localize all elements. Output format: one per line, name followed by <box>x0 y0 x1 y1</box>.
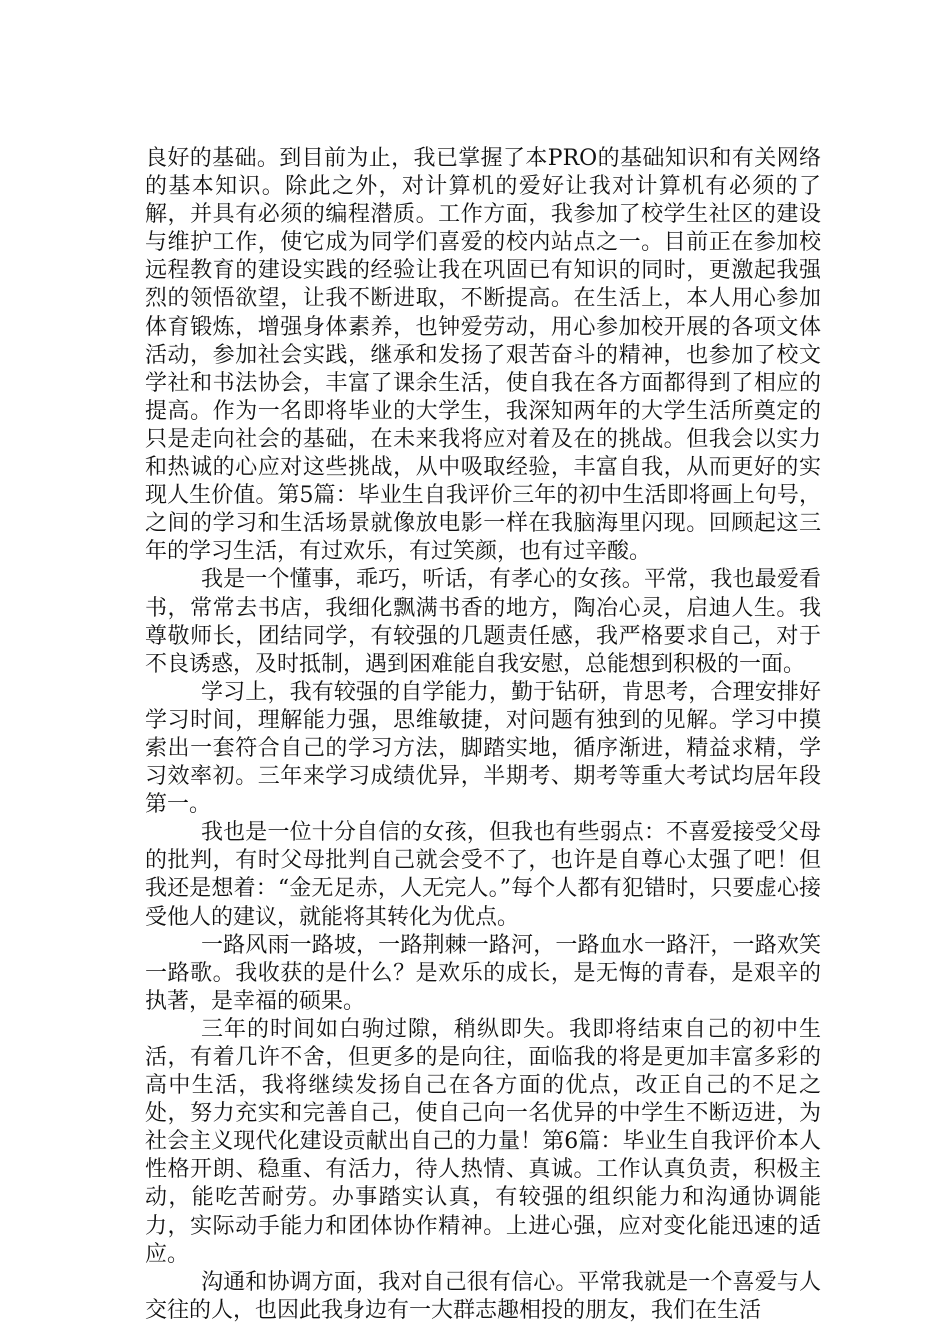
paragraph-2: 我是一个懂事，乖巧，听话，有孝心的女孩。平常，我也最爱看书，常常去书店，我细化飘满书香的地方，陶冶心灵，启迪人生。我尊敬师长，团结同学，有较强的几题责任感，我严格要求自己，对于不良诱惑，及时抵制，遇到困难能自我安慰，总能想到积极的一面。 <box>145 567 821 677</box>
paragraph-3: 学习上，我有较强的自学能力，勤于钻研，肯思考，合理安排好学习时间，理解能力强，思维敏捷，对问题有独到的见解。学习中摸索出一套符合自己的学习方法，脚踏实地，循序渐进，精益求精，学习效率初。三年来学习成绩优异，半期考、期考等重大考试均居年段第一。 <box>145 679 821 818</box>
paragraph-6: 三年的时间如白驹过隙，稍纵即失。我即将结束自己的初中生活，有着几许不舍，但更多的是向往，面临我的将是更加丰富多彩的高中生活，我将继续发扬自己在各方面的优点，改正自己的不足之处，努力充实和完善自己，使自己向一名优异的中学生不断迈进，为社会主义现代化建设贡献出自己的力量！第6篇：毕业生自我评价本人性格开朗、稳重、有活力，待人热情、真诚。工作认真负责，积极主动，能吃苦耐劳。办事踏实认真，有较强的组织能力和沟通协调能力，实际动手能力和团体协作精神。上进心强，应对变化能迅速的适应。 <box>145 1016 821 1267</box>
paragraph-4: 我也是一位十分自信的女孩，但我也有些弱点：不喜爱接受父母的批判，有时父母批判自己就会受不了，也许是自尊心太强了吧！但我还是想着：“金无足赤，人无完人。”每个人都有犯错时，只要虚心接受他人的建议，就能将其转化为优点。 <box>145 820 821 930</box>
paragraph-7: 沟通和协调方面，我对自己很有信心。平常我就是一个喜爱与人交往的人，也因此我身边有一大群志趣相投的朋友，我们在生活 <box>145 1269 821 1323</box>
document-body <box>145 145 821 1325</box>
paragraph-5: 一路风雨一路坡，一路荆棘一路河，一路血水一路汗，一路欢笑一路歌。我收获的是什么？是欢乐的成长，是无悔的青春，是艰辛的执著，是幸福的硕果。 <box>145 932 821 1014</box>
paragraph-1: 良好的基础。到目前为止，我已掌握了本PRO的基础知识和有关网络的基本知识。除此之外，对计算机的爱好让我对计算机有必须的了解，并具有必须的编程潜质。工作方面，我参加了校学生社区的建设与维护工作，使它成为同学们喜爱的校内站点之一。目前正在参加校远程教育的建设实践的经验让我在巩固已有知识的同时，更激起我强烈的领悟欲望，让我不断进取，不断提高。在生活上，本人用心参加体育锻炼，增强身体素养，也钟爱劳动，用心参加校开展的各项文体活动，参加社会实践，继承和发扬了艰苦奋斗的精神，也参加了校文学社和书法协会，丰富了课余生活，使自我在各方面都得到了相应的提高。作为一名即将毕业的大学生，我深知两年的大学生活所奠定的只是走向社会的基础，在未来我将应对着及在的挑战。但我会以实力和热诚的心应对这些挑战，从中吸取经验，丰富自我，从而更好的实现人生价值。第5篇：毕业生自我评价三年的初中生活即将画上句号，之间的学习和生活场景就像放电影一样在我脑海里闪现。回顾起这三年的学习生活，有过欢乐，有过笑颜，也有过辛酸。 <box>145 146 821 565</box>
